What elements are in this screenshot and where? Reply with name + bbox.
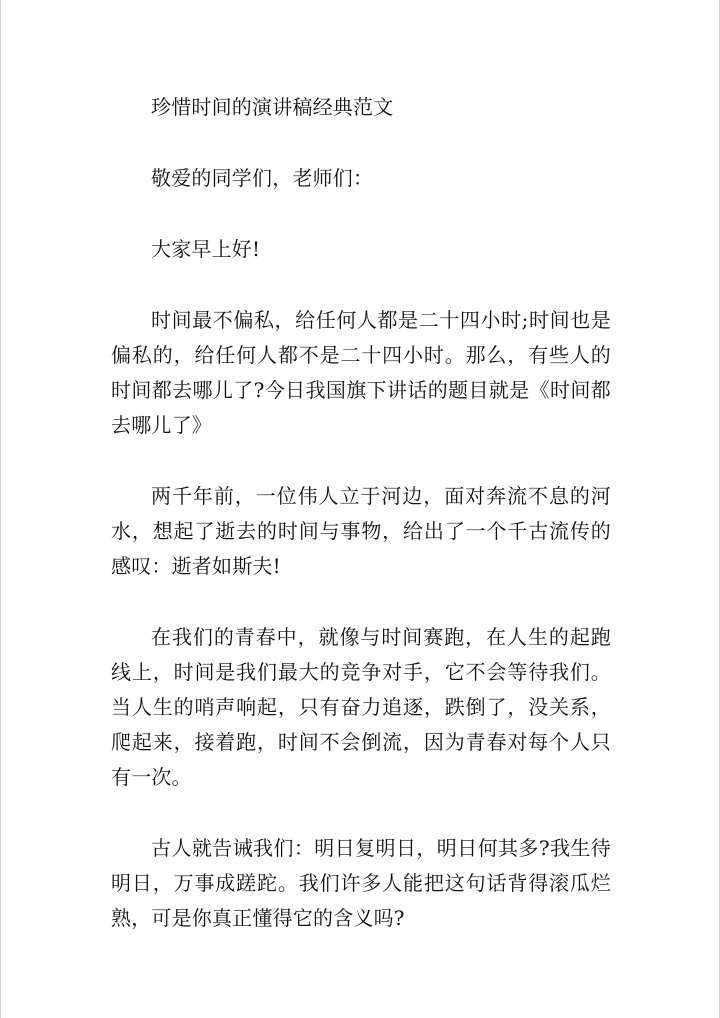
document-title: 珍惜时间的演讲稿经典范文 xyxy=(151,95,394,119)
paragraph-river: 两千年前，一位伟人立于河边，面对奔流不息的河水，想起了逝去的时间与事物，给出了一个千古流传的感叹：逝者如斯夫! xyxy=(111,484,611,578)
paragraph-youth: 在我们的青春中，就像与时间赛跑，在人生的起跑线上，时间是我们最大的竞争对手，它不会等待我们。当人生的哨声响起，只有奋力追逐，跌倒了，没关系，爬起来，接着跑，时间不会倒流，因为青春对每个人只有一次。 xyxy=(111,625,611,789)
document-body xyxy=(111,90,611,972)
paragraph-tomorrow: 古人就告诫我们：明日复明日，明日何其多?我生待明日，万事成蹉跎。我们许多人能把这句话背得滚瓜烂熟，可是你真正懂得它的含义吗? xyxy=(111,836,611,930)
paragraph-time-fairness: 时间最不偏私，给任何人都是二十四小时;时间也是偏私的，给任何人都不是二十四小时。那么，有些人的时间都去哪儿了?今日我国旗下讲话的题目就是《时间都去哪儿了》 xyxy=(111,308,611,437)
paragraph-greeting: 敬爱的同学们，老师们： xyxy=(151,166,374,190)
paragraph-morning: 大家早上好! xyxy=(151,237,261,261)
